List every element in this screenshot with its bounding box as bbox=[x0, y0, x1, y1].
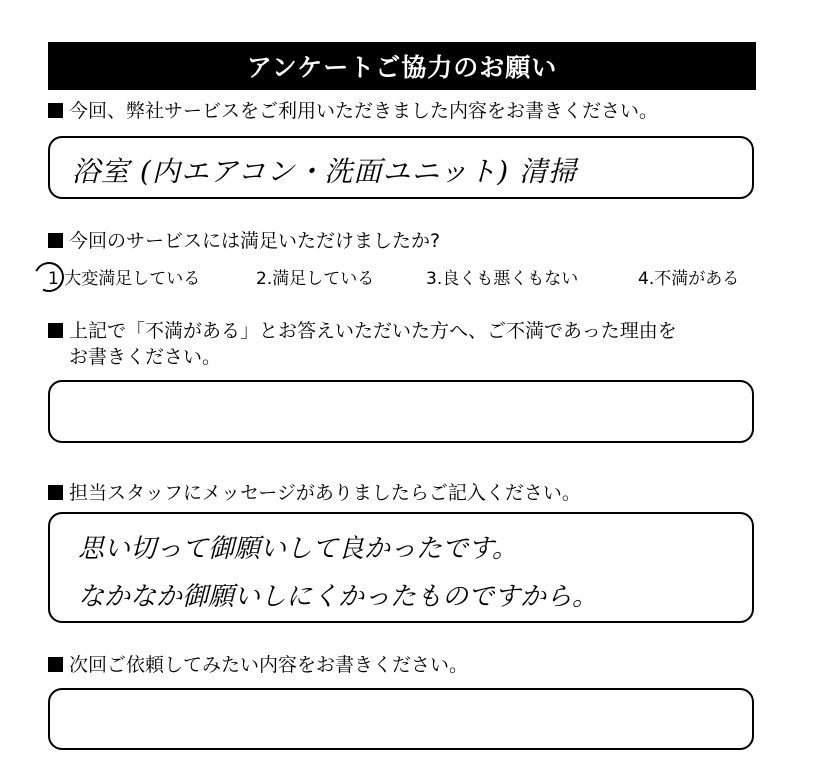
question-4 bbox=[48, 480, 581, 506]
answer-box-3[interactable] bbox=[48, 380, 754, 443]
satisfaction-options bbox=[38, 262, 768, 290]
square-bullet-icon bbox=[48, 233, 63, 248]
survey-title: アンケートご協力のお願い bbox=[48, 42, 756, 90]
option-neutral[interactable]: 3.良くも悪くもない bbox=[426, 269, 579, 289]
question-3-label-line1: 上記で「不満がある」とお答えいただいた方へ、ご不満であった理由を bbox=[69, 320, 677, 342]
question-1-label: 今回、弊社サービスをご利用いただきました内容をお書きください。 bbox=[69, 100, 659, 122]
answer-4-line2: なかなか御願いしにくかったものですから。 bbox=[78, 582, 599, 612]
answer-box-1[interactable] bbox=[48, 136, 754, 199]
question-3-label-line2: お書きください。 bbox=[69, 346, 222, 368]
question-5-label: 次回ご依頼してみたい内容をお書きください。 bbox=[69, 654, 469, 676]
square-bullet-icon bbox=[48, 323, 63, 338]
square-bullet-icon bbox=[48, 103, 63, 118]
question-3 bbox=[48, 318, 677, 370]
answer-1-text: 浴室 (内エアコン・洗面ユニット) 清掃 bbox=[72, 155, 578, 188]
option-satisfied[interactable]: 2.満足している bbox=[256, 269, 375, 289]
question-1 bbox=[48, 98, 658, 124]
question-4-label: 担当スタッフにメッセージがありましたらご記入ください。 bbox=[69, 482, 581, 504]
question-2-label: 今回のサービスには満足いただけましたか? bbox=[69, 230, 441, 252]
square-bullet-icon bbox=[48, 657, 63, 672]
question-2 bbox=[48, 228, 440, 254]
option-dissatisfied[interactable]: 4.不満がある bbox=[638, 269, 740, 289]
square-bullet-icon bbox=[48, 485, 63, 500]
option-very-satisfied[interactable]: 1.大変満足している bbox=[48, 269, 201, 289]
answer-box-5[interactable] bbox=[48, 688, 754, 750]
question-5 bbox=[48, 652, 468, 678]
answer-box-4[interactable] bbox=[48, 512, 754, 623]
answer-4-line1: 思い切って御願いして良かったです。 bbox=[78, 534, 518, 564]
